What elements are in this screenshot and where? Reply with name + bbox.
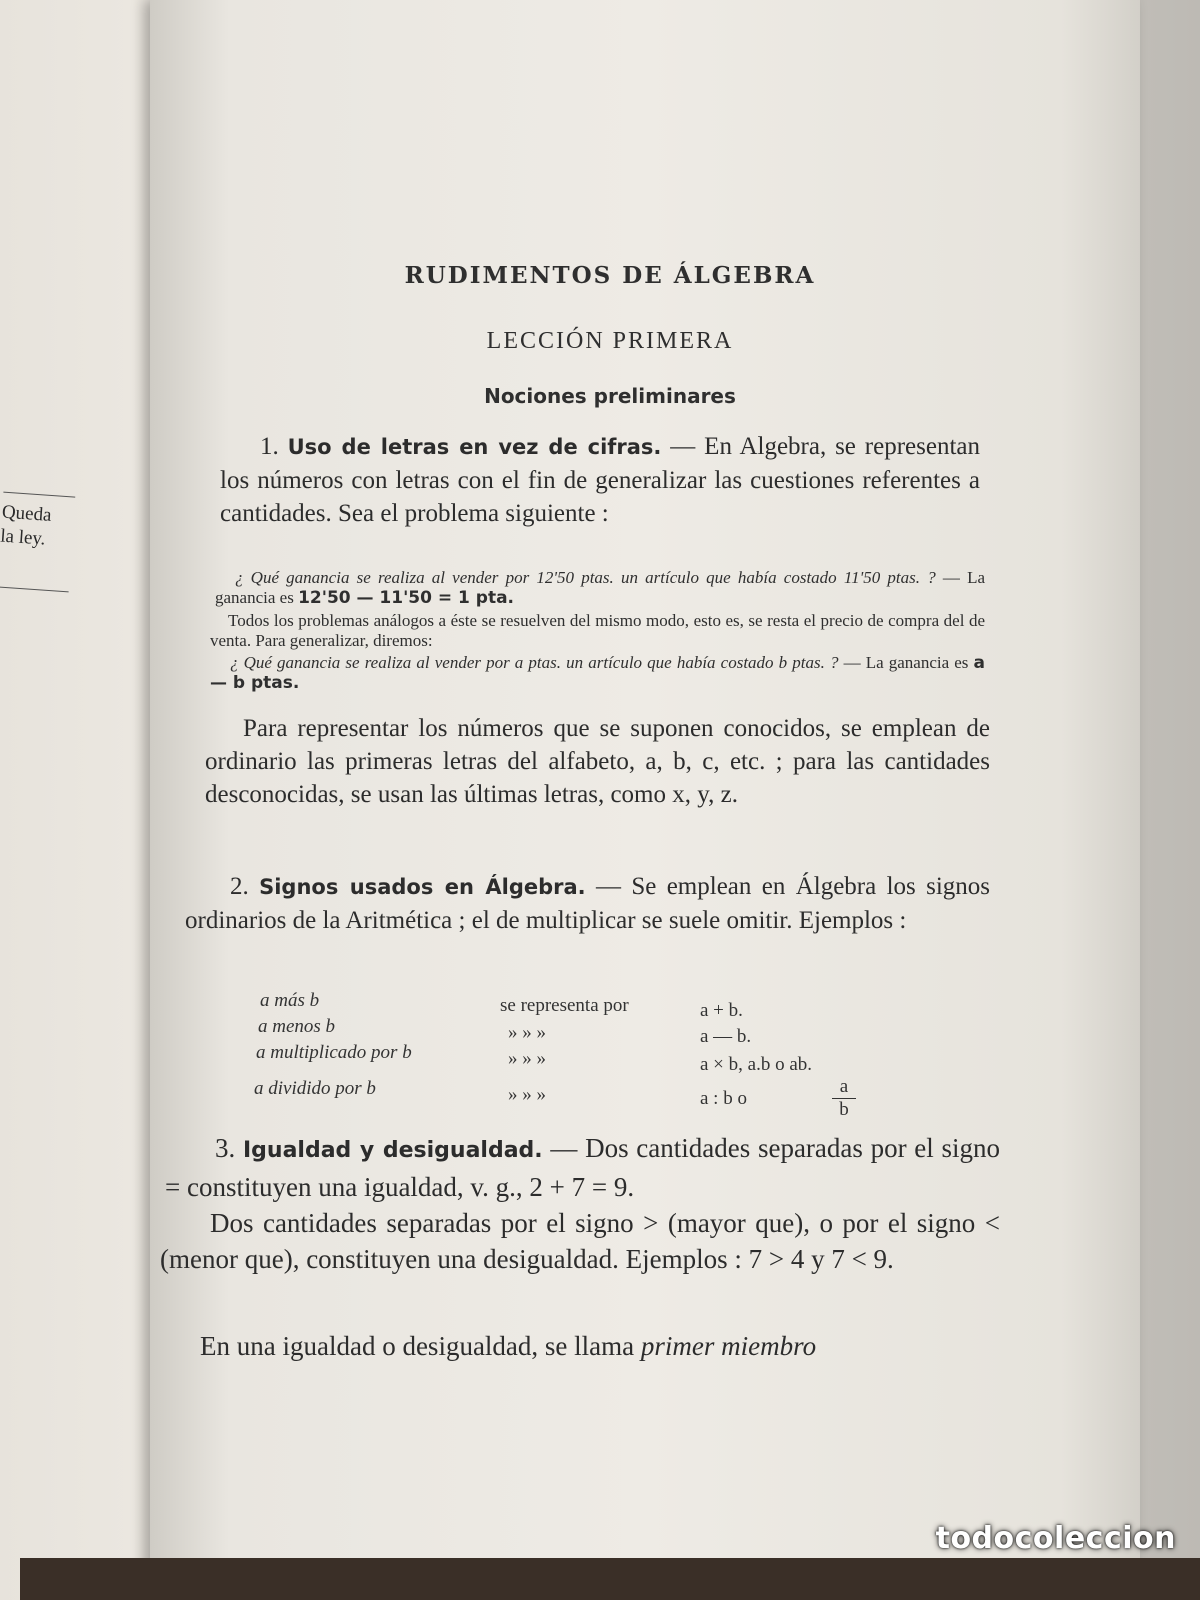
fraction xyxy=(832,1076,856,1121)
left-snippet-line1: Queda xyxy=(1,501,53,526)
example-mid: se representa por xyxy=(500,995,629,1016)
example-left: a menos b xyxy=(258,1016,336,1037)
section3-para3-italic: primer miembro xyxy=(640,1331,817,1361)
section2-body: — Se emplean en Álgebra los signos ordinarios de la Aritmética ; el de multiplicar se suele omitir. Ejemplos : xyxy=(185,873,991,934)
example-row xyxy=(258,1016,335,1038)
example-row xyxy=(260,990,319,1012)
section1-number: 1. xyxy=(260,433,279,460)
section3-paragraph xyxy=(165,1130,1000,1205)
example-row xyxy=(256,1042,412,1064)
example-right: a + b. xyxy=(700,1000,743,1021)
section3-body: — Dos cantidades separadas por el signo = constituyen una igualdad, v. g., 2 + 7 = 9. xyxy=(165,1133,1000,1202)
section1-heading: Uso de letras en vez de cifras. xyxy=(287,435,662,459)
watermark-logo: todocoleccion xyxy=(935,1521,1176,1556)
example-right: a — b. xyxy=(700,1026,752,1047)
section1-example2 xyxy=(210,653,985,693)
question1: ¿ Qué ganancia se realiza al vender por 12'50 ptas. un artículo que había costado 11'50 ptas. ? xyxy=(235,568,936,587)
question2: ¿ Qué ganancia se realiza al vender por a ptas. un artículo que había costado b ptas. ? xyxy=(230,653,839,672)
section1-paragraph2: Para representar los números que se suponen conocidos, se emplean de ordinario las primeras letras del alfabeto, a, b, c, etc. ; para las cantidades desconocidas, se usan las últimas letras, como x, y, z. xyxy=(205,715,990,808)
example-mid: » » » xyxy=(508,1048,546,1069)
section3-number: 3. xyxy=(215,1133,236,1163)
lesson-heading: LECCIÓN PRIMERA xyxy=(486,328,734,354)
section3-heading: Igualdad y desigualdad. xyxy=(242,1138,543,1163)
example-left: a dividido por b xyxy=(254,1078,376,1099)
page-bottom-edge xyxy=(20,1558,1200,1600)
answer1-prefix: — La ganancia es xyxy=(215,568,985,607)
section2-heading: Signos usados en Álgebra. xyxy=(259,875,586,899)
section1-body: — En Algebra, se representan los números con letras con el fin de generalizar las cuestiones referentes a cantidades. Sea el problema siguiente : xyxy=(220,433,980,527)
section2-number: 2. xyxy=(230,873,249,900)
example-right: a : b o xyxy=(700,1088,747,1109)
answer2-prefix: — La ganancia es xyxy=(838,653,974,672)
fraction-denominator: b xyxy=(832,1098,856,1121)
example-mid: » » » xyxy=(508,1084,546,1105)
section3-paragraph2: Dos cantidades separadas por el signo > (mayor que), o por el signo < (menor que), constituyen una desigualdad. Ejemplos : 7 > 4 y 7 < 9. xyxy=(160,1208,1000,1274)
answer2-result: a — b ptas. xyxy=(210,653,985,693)
answer1-result: 12'50 — 11'50 = 1 pta. xyxy=(298,588,515,608)
example-row xyxy=(254,1078,376,1100)
fraction-numerator: a xyxy=(839,1076,849,1097)
section2-paragraph xyxy=(185,870,990,937)
section-subtitle: Nociones preliminares xyxy=(484,384,736,408)
section1-paragraph xyxy=(220,430,980,530)
section1-analog: Todos los problemas análogos a éste se resuelven del mismo modo, esto es, se resta el precio de compra del de venta. Para generalizar, diremos: xyxy=(210,611,985,650)
left-page-snippet xyxy=(0,492,75,593)
example-left: a más b xyxy=(260,990,320,1011)
example-right: a × b, a.b o ab. xyxy=(700,1054,813,1075)
example-left: a multiplicado por b xyxy=(256,1042,412,1063)
section3-paragraph3 xyxy=(160,1328,1005,1364)
section3-para3-text: En una igualdad o desigualdad, se llama xyxy=(200,1331,641,1361)
page-title: RUDIMENTOS DE ÁLGEBRA xyxy=(404,262,816,289)
example-mid: » » » xyxy=(508,1022,546,1043)
section1-example xyxy=(215,568,985,608)
left-snippet-line2: la ley. xyxy=(0,525,47,550)
